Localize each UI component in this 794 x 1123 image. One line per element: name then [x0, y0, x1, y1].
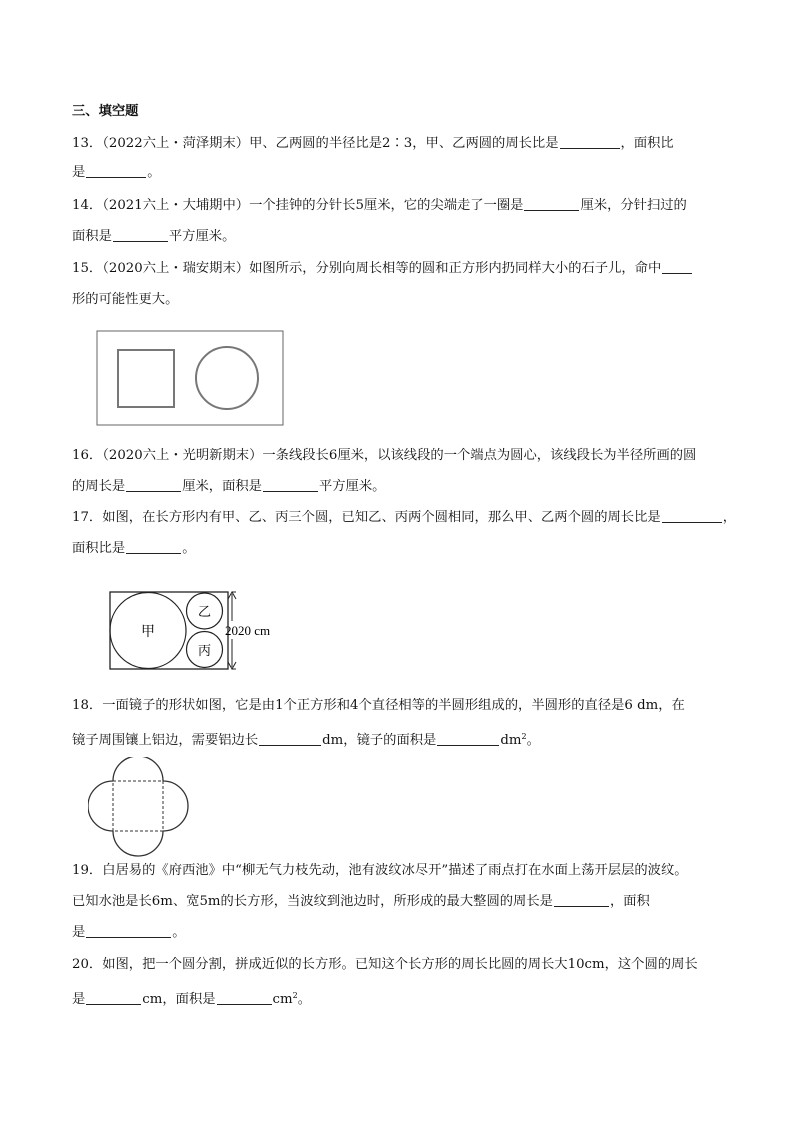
- q19-text-d: 是: [72, 925, 86, 940]
- figure-frame: [97, 331, 283, 425]
- q20-superscript: 2: [292, 991, 298, 1000]
- mirror-figure: [88, 757, 190, 857]
- circle-shape: [196, 347, 258, 409]
- answer-blank[interactable]: [263, 478, 318, 492]
- q18-text-d: dm: [500, 733, 522, 748]
- q18-text-c: dm，镜子的面积是: [322, 733, 437, 748]
- question-13-line1: [72, 135, 674, 153]
- q13-text-d: 。: [147, 165, 161, 180]
- answer-blank[interactable]: [126, 540, 181, 554]
- answer-blank[interactable]: [86, 991, 141, 1005]
- q19-text-b: 已知水池是长6m、宽5m的长方形，当波纹到池边时，所形成的最大整圆的周长是: [72, 894, 553, 909]
- question-17-line2: [72, 540, 195, 558]
- q19-text-c: ，面积: [609, 894, 650, 909]
- question-19-line2: [72, 893, 650, 911]
- answer-blank[interactable]: [662, 509, 722, 523]
- question-13-line2: [72, 164, 161, 182]
- question-14-line1: [72, 197, 687, 215]
- question-19-line3: [72, 924, 186, 942]
- q14-text-c: 面积是: [72, 229, 112, 244]
- q18-text-b: 镜子周围镶上铝边，需要铝边长: [72, 733, 259, 748]
- q17-text-d: 。: [182, 541, 196, 556]
- answer-blank[interactable]: [437, 732, 499, 746]
- q20-text-e: 。: [297, 992, 311, 1007]
- q13-text-b: ，面积比: [620, 136, 674, 151]
- q19-text-a: 19．白居易的《府西池》中“柳无气力枝先动，池有波纹冰尽开”描述了雨点打在水面上荡开层层的波纹。: [72, 863, 688, 878]
- square-circle-figure: [96, 330, 286, 428]
- semicircle-bottom: [113, 831, 163, 856]
- square-dashed: [113, 781, 163, 831]
- answer-blank[interactable]: [217, 991, 272, 1005]
- answer-blank[interactable]: [126, 478, 181, 492]
- q16-text-d: 平方厘米。: [318, 479, 386, 494]
- label-jia: 甲: [141, 624, 155, 640]
- q18-text-e: 。: [526, 733, 540, 748]
- q20-text-d: cm: [272, 992, 293, 1007]
- q17-text-a: 17．如图，在长方形内有甲、乙、丙三个圆，已知乙、丙两个圆相同，那么甲、乙两个圆的周长比是: [72, 510, 661, 525]
- answer-blank[interactable]: [113, 228, 168, 242]
- q14-text-a: 14．（2021六上・大埔期中）一个挂钟的分针长5厘米，它的尖端走了一圈是: [72, 198, 524, 213]
- question-14-line2: [72, 228, 235, 246]
- q13-text-a: 13．（2022六上・菏泽期末）甲、乙两圆的半径比是2∶3，甲、乙两圆的周长比是: [72, 136, 559, 151]
- question-19-line1: [72, 862, 688, 880]
- answer-blank[interactable]: [86, 924, 171, 938]
- q18-superscript: 2: [521, 732, 527, 741]
- square-shape: [118, 350, 174, 407]
- q18-text-a: 18．一面镜子的形状如图，它是由1个正方形和4个直径相等的半圆形组成的，半圆形的直径是6 dm，在: [72, 698, 685, 713]
- question-18-line1: [72, 697, 685, 715]
- answer-blank[interactable]: [524, 197, 579, 211]
- q17-text-b: ，: [722, 510, 736, 525]
- q14-text-b: 厘米，分针扫过的: [580, 198, 687, 213]
- answer-blank[interactable]: [554, 893, 609, 907]
- answer-blank[interactable]: [560, 135, 620, 149]
- q16-text-c: 厘米，面积是: [182, 479, 262, 494]
- q15-text-a: 15．（2020六上・瑞安期末）如图所示，分别向周长相等的圆和正方形内扔同样大小的石子儿，命中: [72, 261, 662, 276]
- dimension-label: 2020 cm: [225, 623, 271, 638]
- question-20-line1: [72, 956, 698, 974]
- q14-text-d: 平方厘米。: [168, 229, 236, 244]
- q17-text-c: 面积比是: [72, 541, 126, 556]
- answer-blank[interactable]: [662, 260, 692, 274]
- q20-text-b: 是: [72, 992, 86, 1007]
- q15-text-b: 形的可能性更大。: [72, 292, 179, 307]
- question-15-line2: [72, 291, 178, 309]
- question-16-line1: [72, 447, 696, 465]
- semicircle-right: [163, 781, 188, 831]
- three-circles-figure: [108, 590, 318, 672]
- question-20-line2: [72, 987, 311, 1009]
- section-title: 三、填空题: [72, 104, 139, 119]
- question-18-line2: [72, 728, 540, 750]
- q16-text-a: 16．（2020六上・光明新期末）一条线段长6厘米，以该线段的一个端点为圆心，该线段长为半径所画的圆: [72, 448, 697, 463]
- question-17-line1: [72, 509, 736, 527]
- semicircle-top: [113, 757, 163, 781]
- semicircle-left: [88, 781, 113, 831]
- question-15-line1: [72, 260, 693, 278]
- answer-blank[interactable]: [86, 164, 146, 178]
- question-16-line2: [72, 478, 385, 496]
- q16-text-b: 的周长是: [72, 479, 126, 494]
- q20-text-a: 20．如图，把一个圆分割，拼成近似的长方形。已知这个长方形的周长比圆的周长大10cm，这个圆的周长: [72, 957, 698, 972]
- q19-text-e: 。: [172, 925, 186, 940]
- q13-text-c: 是: [72, 165, 86, 180]
- answer-blank[interactable]: [259, 732, 321, 746]
- label-yi: 乙: [197, 605, 212, 620]
- label-bing: 丙: [197, 644, 212, 659]
- q20-text-c: cm，面积是: [142, 992, 216, 1007]
